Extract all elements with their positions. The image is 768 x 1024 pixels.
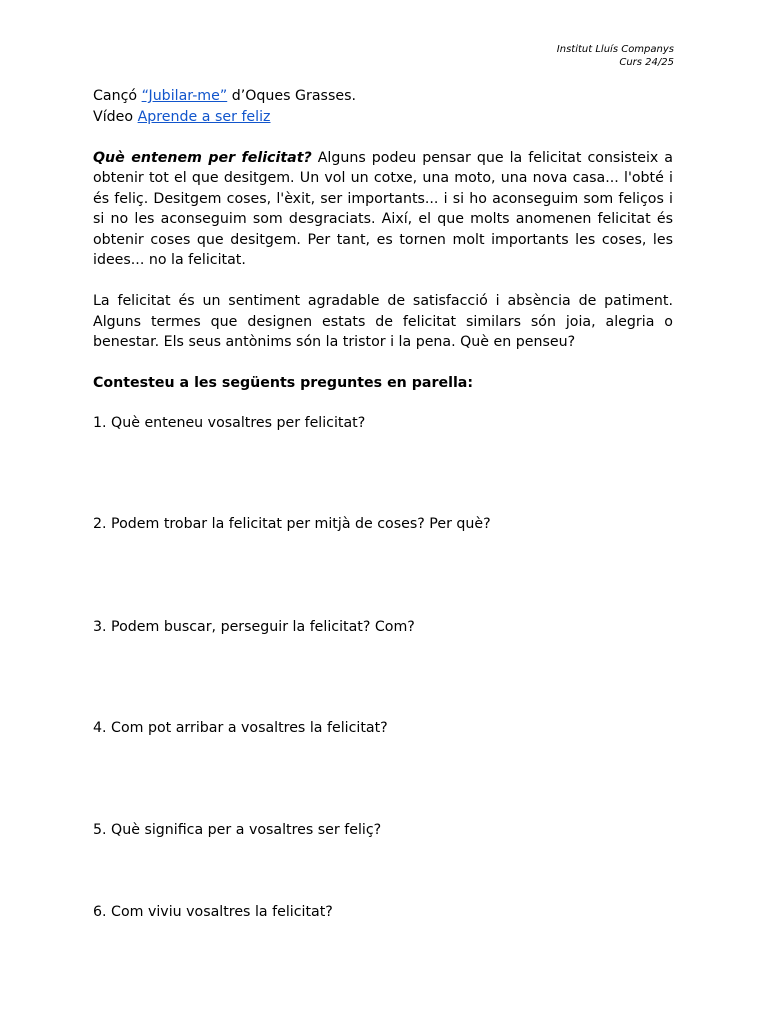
paragraph-happiness-definition [93, 148, 673, 271]
song-link[interactable]: “Jubilar-me” [141, 88, 228, 104]
video-line [93, 107, 673, 128]
video-link[interactable]: Aprende a ser feliz [137, 108, 271, 125]
video-prefix: Vídeo [93, 108, 138, 125]
question-5: 5. Què significa per a vosaltres ser feliç? [93, 822, 382, 838]
question-2: 2. Podem trobar la felicitat per mitjà de coses? Per què? [93, 516, 491, 532]
instruction-heading: Contesteu a les següents preguntes en parella: [93, 375, 474, 391]
school-name: Institut Lluís Companys [556, 44, 674, 55]
song-suffix: d’Oques Grasses. [227, 88, 356, 104]
paragraph-lead-question: Què entenem per felicitat? [93, 149, 312, 166]
page-header [557, 43, 674, 69]
question-3: 3. Podem buscar, perseguir la felicitat? Com? [93, 619, 415, 635]
question-6: 6. Com viviu vosaltres la felicitat? [93, 904, 333, 920]
paragraph-happiness-feeling: La felicitat és un sentiment agradable de satisfacció i absència de patiment. Alguns termes que designen estats de felicitat similars són joia, alegria o benestar. Els seus antònims són la tristor i la pena. Què en penseu? [93, 293, 673, 350]
question-4: 4. Com pot arribar a vosaltres la felicitat? [93, 720, 388, 736]
course-year: Curs 24/25 [619, 57, 674, 68]
song-line [93, 86, 673, 107]
question-1: 1. Què enteneu vosaltres per felicitat? [93, 415, 366, 431]
document-body [93, 86, 673, 394]
song-prefix: Cançó [93, 88, 142, 104]
paragraph-1-text: Alguns podeu pensar que la felicitat consisteix a obtenir tot el que desitgem. Un vol un cotxe, una moto, una nova casa... l'obté i és feliç. Desitgem coses, l'èxit, ser importants... i si ho aconseguim som feliços i si no les aconseguim som desgraciats. Així, el que molts anomenen felicitat és obtenir coses que desitgem. Per tant, es tornen molt importants les coses, les idees... no la felicitat. [93, 149, 673, 268]
